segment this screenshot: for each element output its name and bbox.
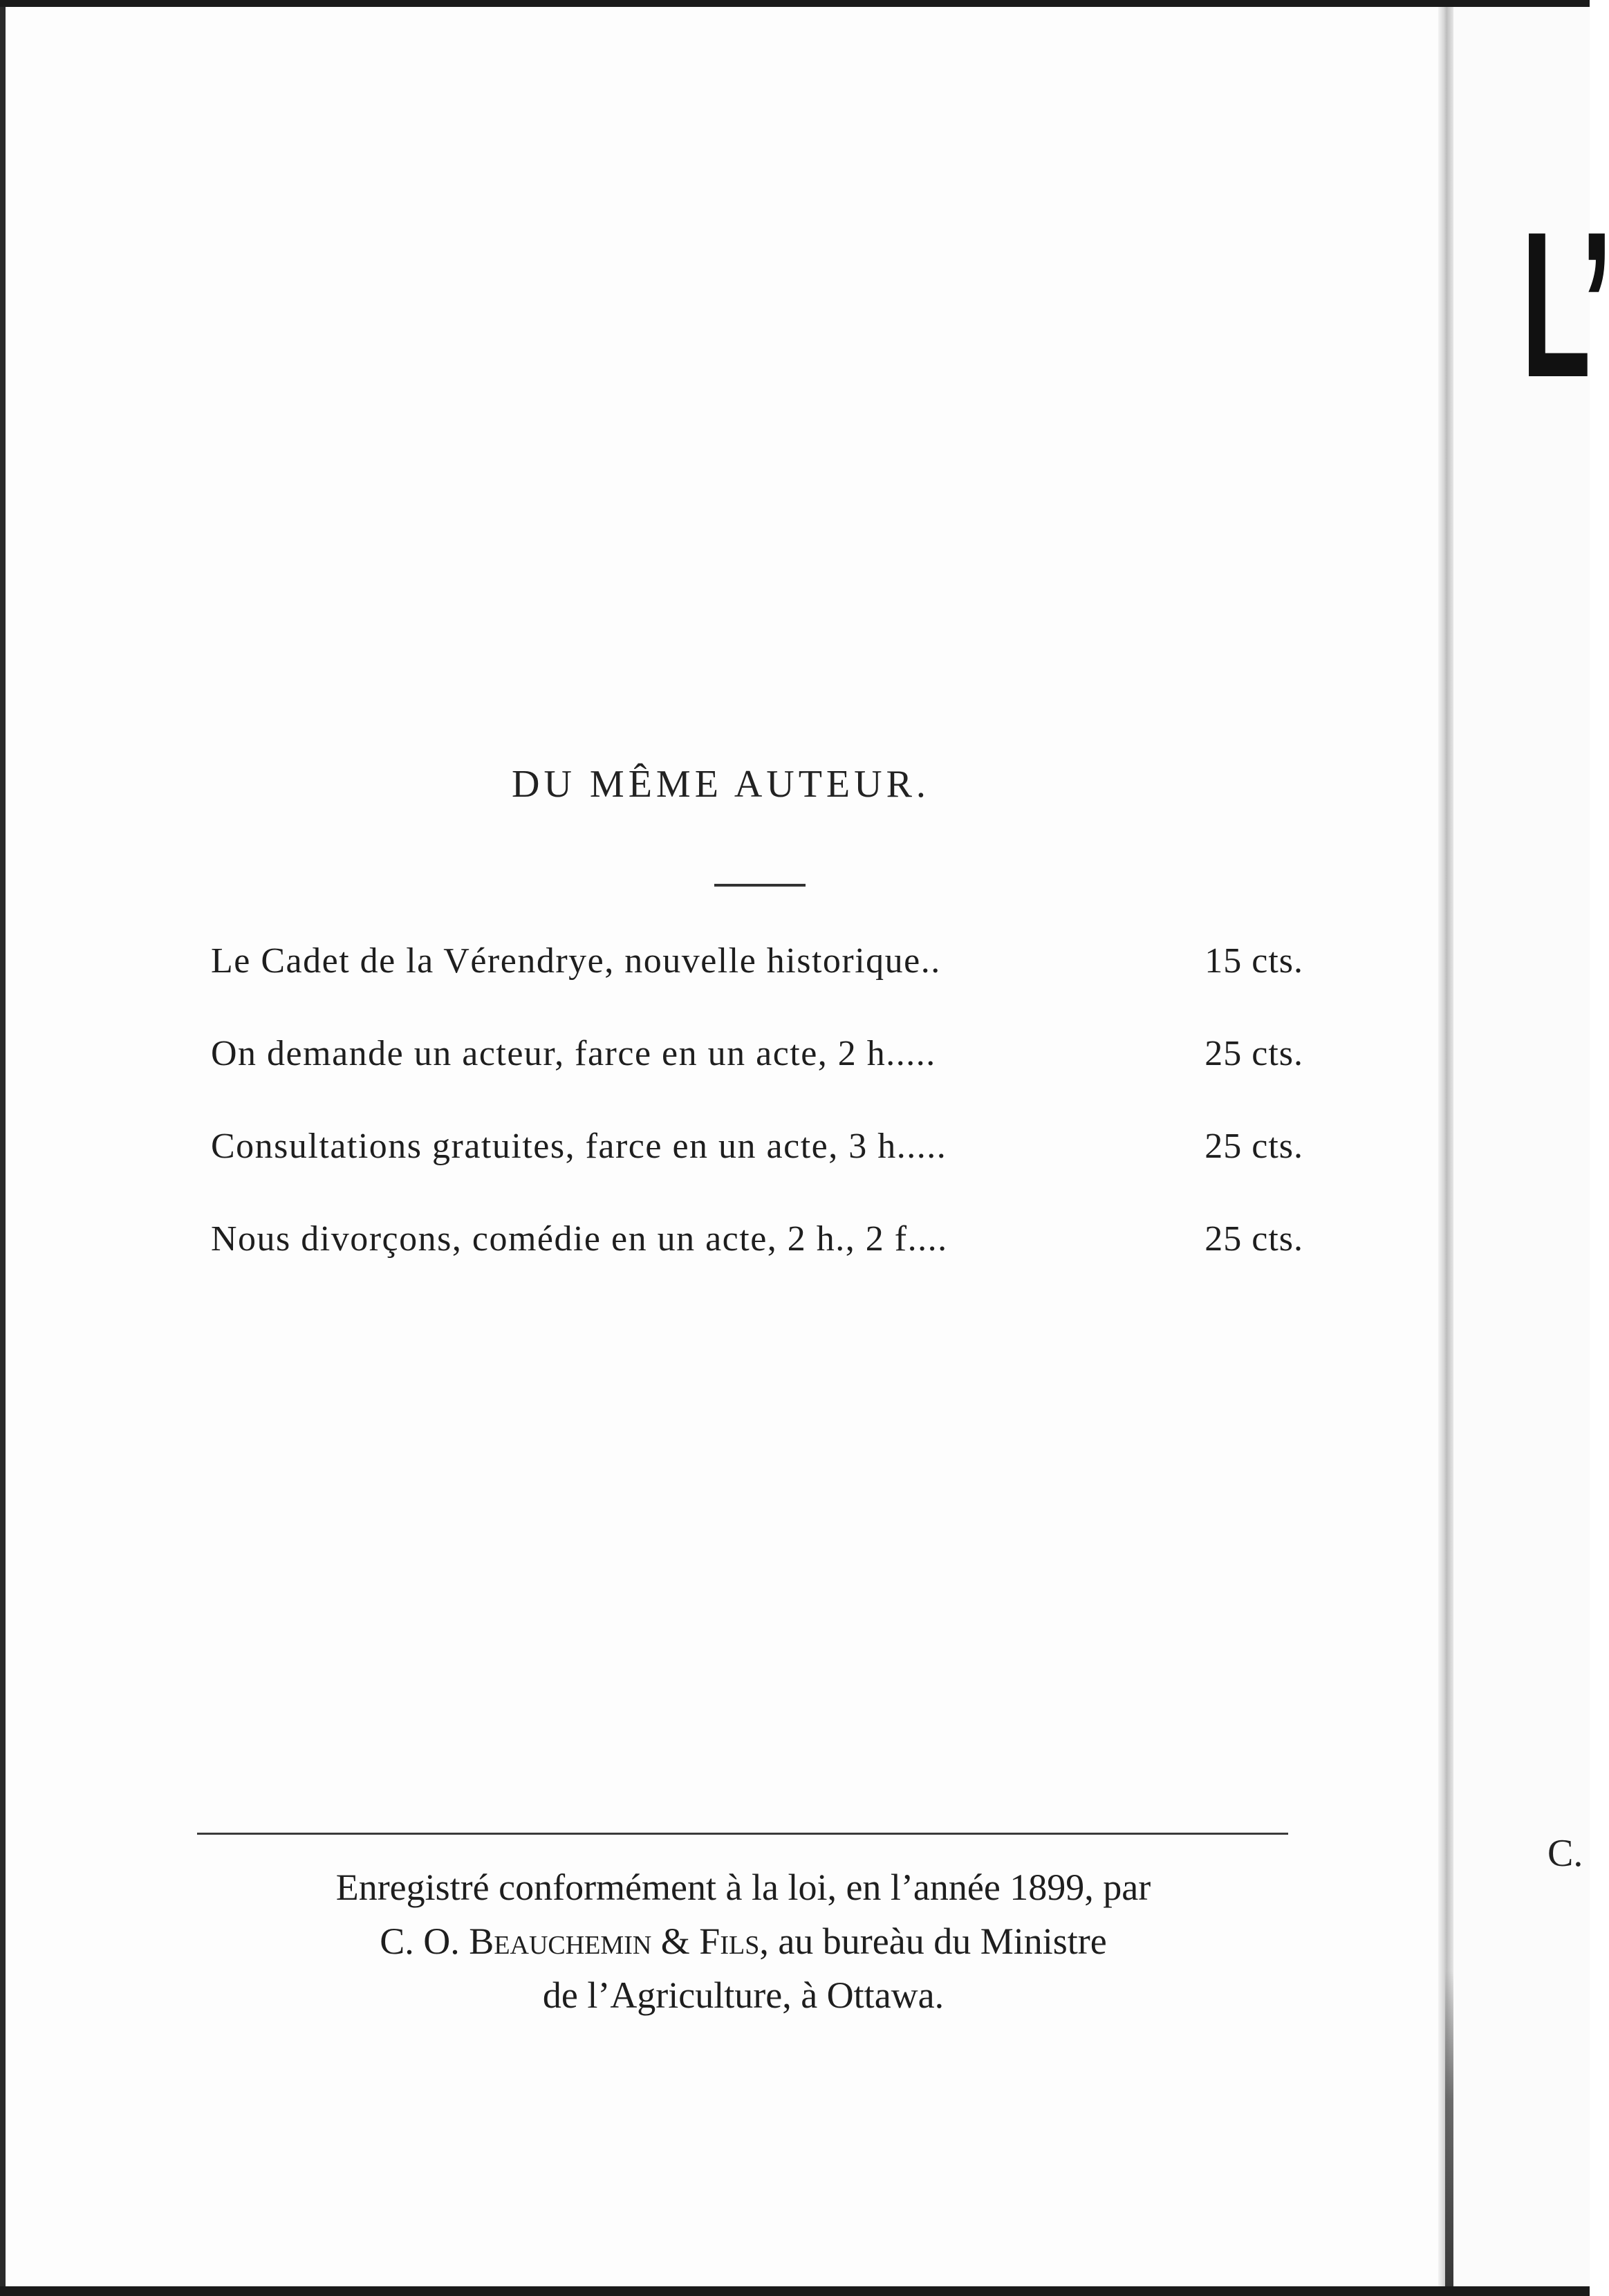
work-item xyxy=(211,1215,1303,1308)
scan-edge-left xyxy=(0,0,6,2296)
copyright-notice xyxy=(173,1860,1314,2022)
work-price: 15 cts. xyxy=(1205,941,1303,981)
page-heading: DU MÊME AUTEUR. xyxy=(512,763,930,806)
copyright-line-2-rest: au bureàu du Ministre xyxy=(768,1920,1107,1962)
heading-rule xyxy=(714,884,806,887)
scan-edge-bottom xyxy=(0,2286,1590,2296)
facing-page-bottom-fragment: C. xyxy=(1547,1832,1583,1875)
work-title: Consultations gratuites, farce en un acte, 3 h..... xyxy=(211,1127,947,1166)
work-item xyxy=(211,937,1303,1030)
work-title: Le Cadet de la Vérendrye, nouvelle historique.. xyxy=(211,941,941,981)
copyright-line-1: Enregistré conformément à la loi, en l’année 1899, par xyxy=(335,1867,1151,1908)
facing-page-title-fragment: L’ xyxy=(1521,188,1609,420)
work-item xyxy=(211,1030,1303,1122)
copyright-line-3: de l’Agriculture, à Ottawa. xyxy=(542,1974,945,2016)
work-item xyxy=(211,1122,1303,1215)
work-title: On demande un acteur, farce en un acte, 2 h..... xyxy=(211,1034,936,1073)
gutter-shadow xyxy=(1445,1971,1453,2296)
work-title: Nous divorçons, comédie en un acte, 2 h., 2 f.... xyxy=(211,1219,948,1259)
work-price: 25 cts. xyxy=(1205,1127,1303,1166)
copyright-line-2 xyxy=(173,1914,1314,1968)
copyright-rule xyxy=(197,1833,1288,1835)
book-gutter xyxy=(1438,0,1453,2296)
work-price: 25 cts. xyxy=(1205,1219,1303,1259)
publisher-name: C. O. Beauchemin & Fils, xyxy=(380,1920,769,1962)
scan-edge-top xyxy=(0,0,1590,7)
work-price: 25 cts. xyxy=(1205,1034,1303,1073)
works-list xyxy=(211,937,1303,1308)
